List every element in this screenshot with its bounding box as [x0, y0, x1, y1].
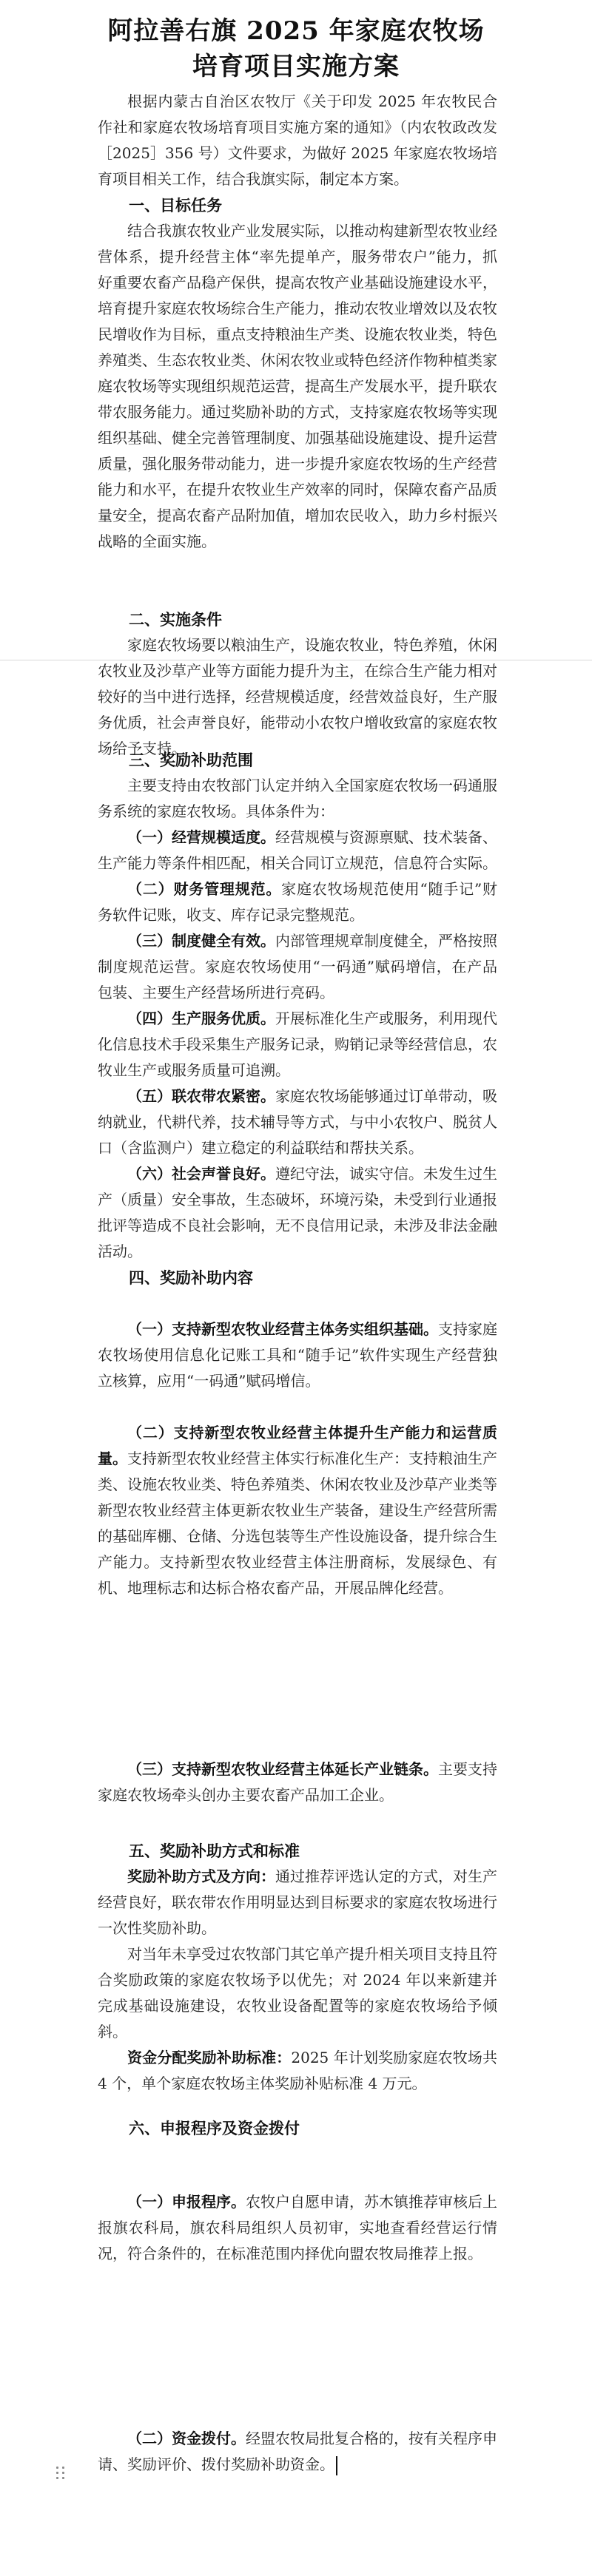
item-text: 支持家庭农牧场使用信息化记账工具和“随手记”软件实现生产经营独立核算，应用“一码通”赋码增信。	[98, 1320, 497, 1390]
section-3-item-4[interactable]	[98, 1006, 497, 1084]
item-text: 家庭农牧场规范使用“随手记”财务软件记账，收支、库存记录完整规范。	[98, 880, 498, 924]
section-5-standard[interactable]	[98, 2045, 497, 2097]
section-6-item-2[interactable]	[98, 2426, 497, 2478]
section-6-heading[interactable]: 六、申报程序及资金拨付	[129, 2119, 300, 2137]
section-4-item-2[interactable]	[98, 1420, 497, 1601]
section-3-item-3[interactable]	[98, 928, 497, 1006]
item-text: 经盟农牧局批复合格的，按有关程序申请、奖励评价、拨付奖励补助资金。	[98, 2430, 497, 2473]
document-title-line1: 阿拉善右旗 2025 年家庭农牧场	[107, 16, 485, 46]
item-text: 农牧户自愿申请，苏木镇推荐审核后上报旗农科局，旗农科局组织人员初审，实地查看经营运行情况，符合条件的，在标准范围内择优向盟农牧局推荐上报。	[98, 2193, 497, 2262]
standard-label: 资金分配奖励补助标准：	[127, 2049, 292, 2066]
section-4-heading[interactable]: 四、奖励补助内容	[129, 1268, 253, 1287]
intro-paragraph[interactable]: 根据内蒙古自治区农牧厅《关于印发 2025 年农牧民合作社和家庭农牧场培育项目实施方案的通知》（内农牧政改发［2025］356 号）文件要求，为做好 2025 年家庭农牧场培育项目相关工作，结合我旗实际，制定本方案。	[98, 92, 497, 188]
item-label: （一）经营规模适度。	[127, 828, 275, 846]
way-label: 奖励补助方式及方向：	[127, 1867, 275, 1885]
item-label: （二）财务管理规范。	[127, 880, 282, 898]
section-6-item-1[interactable]	[98, 2189, 497, 2267]
item-label: （二）资金拨付。	[127, 2430, 246, 2447]
section-5-heading[interactable]: 五、奖励补助方式和标准	[129, 1842, 300, 1860]
paragraph-drag-handle[interactable]	[56, 2467, 65, 2480]
item-text: 内部管理规章制度健全，严格按照制度规范运营。家庭农牧场使用“一码通”赋码增信，在产品包装、主要生产经营场所进行亮码。	[98, 932, 497, 1001]
section-4-item-1[interactable]	[98, 1316, 497, 1394]
item-text: 主要支持家庭农牧场牵头创办主要农畜产品加工企业。	[98, 1760, 497, 1804]
section-3-item-2[interactable]	[98, 876, 497, 928]
text-cursor	[336, 2456, 337, 2475]
item-label: （一）申报程序。	[127, 2193, 246, 2211]
item-label: （三）制度健全有效。	[127, 932, 275, 950]
item-text: 家庭农牧场能够通过订单带动，吸纳就业，代耕代养，技术辅导等方式，与中小农牧户、脱贫人口（含监测户）建立稳定的利益联结和帮扶关系。	[98, 1087, 497, 1157]
item-text: 遵纪守法，诚实守信。未发生过生产（质量）安全事故，生态破坏，环境污染，未受到行业通报批评等造成不良社会影响，无不良信用记录，未涉及非法金融活动。	[98, 1165, 497, 1260]
document-title-line2: 培育项目实施方案	[192, 52, 400, 81]
way-text: 通过推荐评选认定的方式，对生产经营良好，联农带农作用明显达到目标要求的家庭农牧场进行一次性奖励补助。	[98, 1867, 497, 1937]
item-label: （六）社会声誉良好。	[127, 1165, 275, 1183]
item-label: （二）支持新型农牧业经营主体提升生产能力和运营质量。	[98, 1424, 497, 1467]
item-text: 开展标准化生产或服务，利用现代化信息技术手段采集生产服务记录，购销记录等经营信息，农牧业生产或服务质量可追溯。	[98, 1010, 497, 1079]
section-3-heading[interactable]: 三、奖励补助范围	[129, 751, 253, 769]
section-2-heading[interactable]: 二、实施条件	[129, 610, 222, 629]
section-5-way[interactable]	[98, 1864, 497, 1941]
section-3-item-1[interactable]	[98, 825, 497, 876]
item-label: （四）生产服务优质。	[127, 1010, 275, 1027]
section-3-intro[interactable]: 主要支持由农牧部门认定并纳入全国家庭农牧场一码通服务系统的家庭农牧场。具体条件为：	[98, 777, 497, 820]
item-label: （五）联农带农紧密。	[127, 1087, 275, 1105]
section-3-item-6[interactable]	[98, 1161, 497, 1265]
section-3-item-5[interactable]	[98, 1084, 497, 1161]
item-text: 经营规模与资源禀赋、技术装备、生产能力等条件相匹配，相关合同订立规范，信息符合实际。	[98, 828, 497, 872]
section-1-heading[interactable]: 一、目标任务	[129, 196, 222, 214]
item-text: 支持新型农牧业经营主体实行标准化生产：支持粮油生产类、设施农牧业类、特色养殖类、休闲农牧业及沙草产业类等新型农牧业经营主体更新农牧业生产装备，建设生产经营所需的基础库棚、仓储、分选包装等生产性设施设备，提升综合生产能力。支持新型农牧业经营主体注册商标，发展绿色、有机、地理标志和达标合格农畜产品，开展品牌化经营。	[98, 1450, 497, 1597]
item-label: （一）支持新型农牧业经营主体务实组织基础。	[127, 1320, 438, 1338]
section-1-body[interactable]: 结合我旗农牧业产业发展实际，以推动构建新型农牧业经营体系，提升经营主体“率先提单产，服务带农户”能力，抓好重要农畜产品稳产保供，提高农牧产业基础设施建设水平，培育提升家庭农牧场综合生产能力，推动农牧业增效以及农牧民增收作为目标，重点支持粮油生产类、设施农牧业类，特色养殖类、生态农牧业类、休闲农牧业或特色经济作物种植类家庭农牧场等实现组织规范运营，提高生产发展水平，提升联农带农服务能力。通过奖励补助的方式，支持家庭农牧场等实现组织基础、健全完善管理制度、加强基础设施建设、提升运营质量，强化服务带动能力，进一步提升家庭农牧场的生产经营能力和水平，在提升农牧业生产效率的同时，保障农畜产品质量安全，提高农畜产品附加值，增加农民收入，助力乡村振兴战略的全面实施。	[98, 222, 497, 550]
item-label: （三）支持新型农牧业经营主体延长产业链条。	[127, 1760, 438, 1778]
section-2-body[interactable]: 家庭农牧场要以粮油生产，设施农牧业，特色养殖，休闲农牧业及沙草产业等方面能力提升为主，在综合生产能力相对较好的当中进行选择，经营规模适度，经营效益良好，生产服务优质，社会声誉良好，能带动小农牧户增收致富的家庭农牧场给予支持。	[98, 636, 497, 757]
standard-text: 2025 年计划奖励家庭农牧场共 4 个，单个家庭农牧场主体奖励补贴标准 4 万元。	[98, 2049, 497, 2092]
section-4-item-3[interactable]	[98, 1757, 497, 1808]
section-5-priority[interactable]: 对当年未享受过农牧部门其它单产提升相关项目支持且符合奖励政策的家庭农牧场予以优先；对 2024 年以来新建并完成基础设施建设，农牧业设备配置等的家庭农牧场给予倾斜。	[98, 1945, 497, 2041]
